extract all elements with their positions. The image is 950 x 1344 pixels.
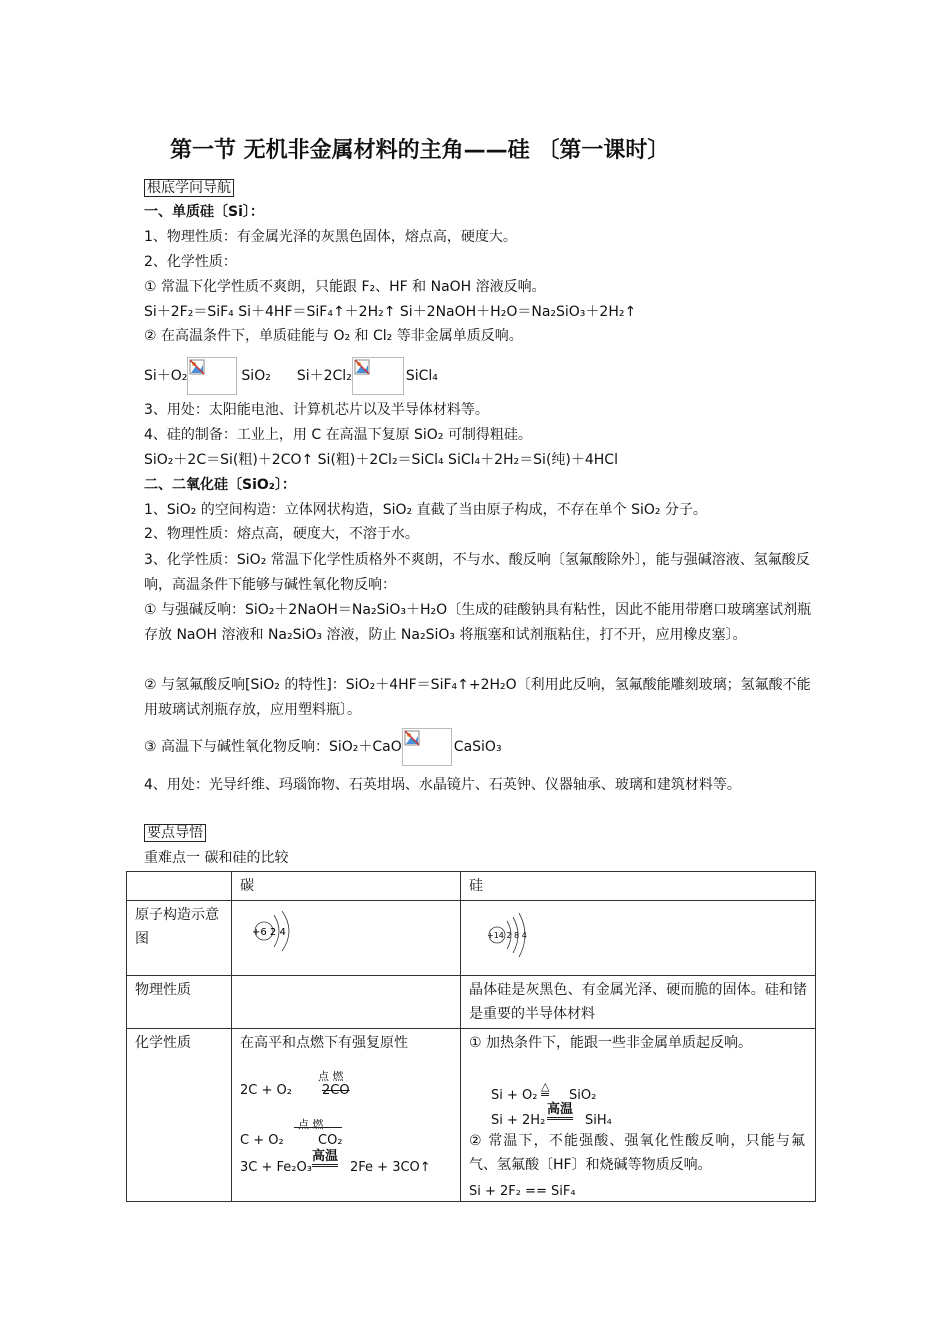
equation-right: SiO₂ [241,368,271,384]
page-title: 第一节 无机非金属材料的主角——硅 〔第一课时〕 [170,138,670,163]
table-cell: 晶体硅是灰黑色、有金属光泽、硬而脆的固体。硅和锗是重要的半导体材料 [461,976,816,1029]
equation-line: SiO₂＋2C＝Si(粗)＋2CO↑ Si(粗)＋2Cl₂＝SiCl₄ SiCl₄＋2H₂＝Si(纯)＋4HCl [144,452,618,468]
equation-right: 2CO [322,1083,350,1098]
equation-right: CaSiO₃ [453,739,502,755]
paragraph: 4、硅的制备：工业上，用 C 在高温下复原 SiO₂ 可制得粗硅。 [144,427,532,443]
table-cell [232,1029,461,1202]
table-cell [461,1029,816,1202]
section-title-compare: 重难点一 碳和硅的比较 [144,850,289,866]
reaction-condition: 点 燃 [298,1118,324,1131]
silicon-atom-diagram-cell [461,901,816,976]
equation-right: SiH₄ [585,1113,612,1128]
reaction-condition: △ [541,1081,549,1096]
reaction-arrow [294,1127,342,1128]
paragraph: 1、物理性质：有金属光泽的灰黑色固体，熔点高，硬度大。 [144,229,517,245]
table-header-row [127,872,816,901]
reaction-condition: 点 燃 [318,1070,344,1083]
equation-left: Si＋2Cl₂ [296,368,352,384]
carbon-atom-diagram-cell [232,901,461,976]
paragraph: 3、用处：太阳能电池、计算机芯片以及半导体材料等。 [144,402,489,418]
equation-left: Si + 2H₂ [491,1113,546,1128]
paragraph: 2、化学性质： [144,254,237,270]
table-cell-text: 在高平和点燃下有强复原性 [240,1035,408,1051]
equation-left: Si＋O₂ [144,368,188,384]
equation-left: 2C + O₂ [240,1083,292,1098]
reaction-condition: 高温 [312,1150,338,1167]
table-row-label: 原子构造示意图 [127,901,232,976]
broken-image-icon [402,728,452,766]
equation-right: CO₂ [318,1133,343,1148]
atom-label: +14 2 8 4 [487,931,527,940]
paragraph: ① 与强碱反响：SiO₂＋2NaOH＝Na₂SiO₃＋H₂O〔生成的硅酸钠具有粘性，因此不能用带磨口玻璃塞试剂瓶存放 NaOH 溶液和 Na₂SiO₃ 溶液，防止 Na₂SiO₃ 将瓶塞和试剂瓶粘住，打不开，应用橡皮塞〕。 [144,602,812,643]
comparison-table [126,871,816,1202]
paragraph: 1、SiO₂ 的空间构造：立体网状构造，SiO₂ 直截了当由原子构成，不存在单个 SiO₂ 分子。 [144,502,707,518]
image-placeholder-icon [354,359,370,375]
section-title-silicon: 一、单质硅〔Si〕： [144,204,264,220]
paragraph: ② 在高温条件下，单质硅能与 O₂ 和 Cl₂ 等非金属单质反响。 [144,328,523,344]
image-placeholder-icon [404,730,420,746]
section-heading-keypoints: 要点导悟 [144,824,206,842]
equation-left: Si + O₂ [491,1088,538,1103]
paragraph: ② 与氢氟酸反响[SiO₂ 的特性]：SiO₂＋4HF＝SiF₄↑+2H₂O〔利用此反响，氢氟酸能雕刻玻璃；氢氟酸不能用玻璃试剂瓶存放，应用塑料瓶〕。 [144,677,811,718]
paragraph: ① 常温下化学性质不爽朗，只能跟 F₂、HF 和 NaOH 溶液反响。 [144,279,546,295]
silicon-atom-diagram [485,909,565,969]
reaction-condition: 高温 [547,1103,573,1120]
table-cell [232,976,461,1029]
table-row [127,901,816,976]
table-cell-text: ② 常温下，不能强酸、强氧化性酸反响，只能与氟气、氢氟酸〔HF〕和烧碱等物质反响。 [469,1133,805,1173]
equation-line: Si + 2F₂ == SiF₄ [469,1184,576,1199]
table-cell-text: ① 加热条件下，能跟一些非金属单质起反响。 [469,1035,752,1051]
paragraph: 4、用处：光导纤维、玛瑙饰物、石英坩埚、水晶镜片、石英钟、仪器轴承、玻璃和建筑材料等。 [144,777,741,793]
image-placeholder-icon [189,359,205,375]
broken-image-icon [187,357,237,395]
table-header-cell: 碳 [232,872,461,901]
equation-line [144,357,438,395]
equation-line [144,728,502,766]
table-row [127,1029,816,1202]
equation-right: SiO₂ [569,1088,597,1103]
section-title-silica: 二、二氧化硅〔SiO₂〕： [144,477,296,493]
paragraph: 2、物理性质：熔点高，硬度大，不溶于水。 [144,526,419,542]
broken-image-icon [352,357,404,395]
equation-left: ③ 高温下与碱性氧化物反响：SiO₂＋CaO [144,739,402,755]
equation-right: 2Fe + 3CO↑ [350,1160,431,1175]
atom-label: +6 2 4 [252,927,286,938]
carbon-atom-diagram [250,909,320,969]
table-header-cell [127,872,232,901]
equation-right: SiCl₄ [405,368,438,384]
section-heading-basics: 根底学问导航 [144,179,234,197]
equation-left: 3C + Fe₂O₃ [240,1160,312,1175]
paragraph: 3、化学性质：SiO₂ 常温下化学性质格外不爽朗，不与水、酸反响〔氢氟酸除外〕，能与强碱溶液、氢氟酸反响，高温条件下能够与碱性氧化物反响： [144,552,810,593]
equation-left: C + O₂ [240,1133,284,1148]
equation-line: Si＋2F₂＝SiF₄ Si＋4HF＝SiF₄↑＋2H₂↑ Si＋2NaOH＋H₂O＝Na₂SiO₃＋2H₂↑ [144,304,637,320]
table-header-cell: 硅 [461,872,816,901]
table-row-label: 化学性质 [127,1029,232,1202]
table-row [127,976,816,1029]
table-row-label: 物理性质 [127,976,232,1029]
